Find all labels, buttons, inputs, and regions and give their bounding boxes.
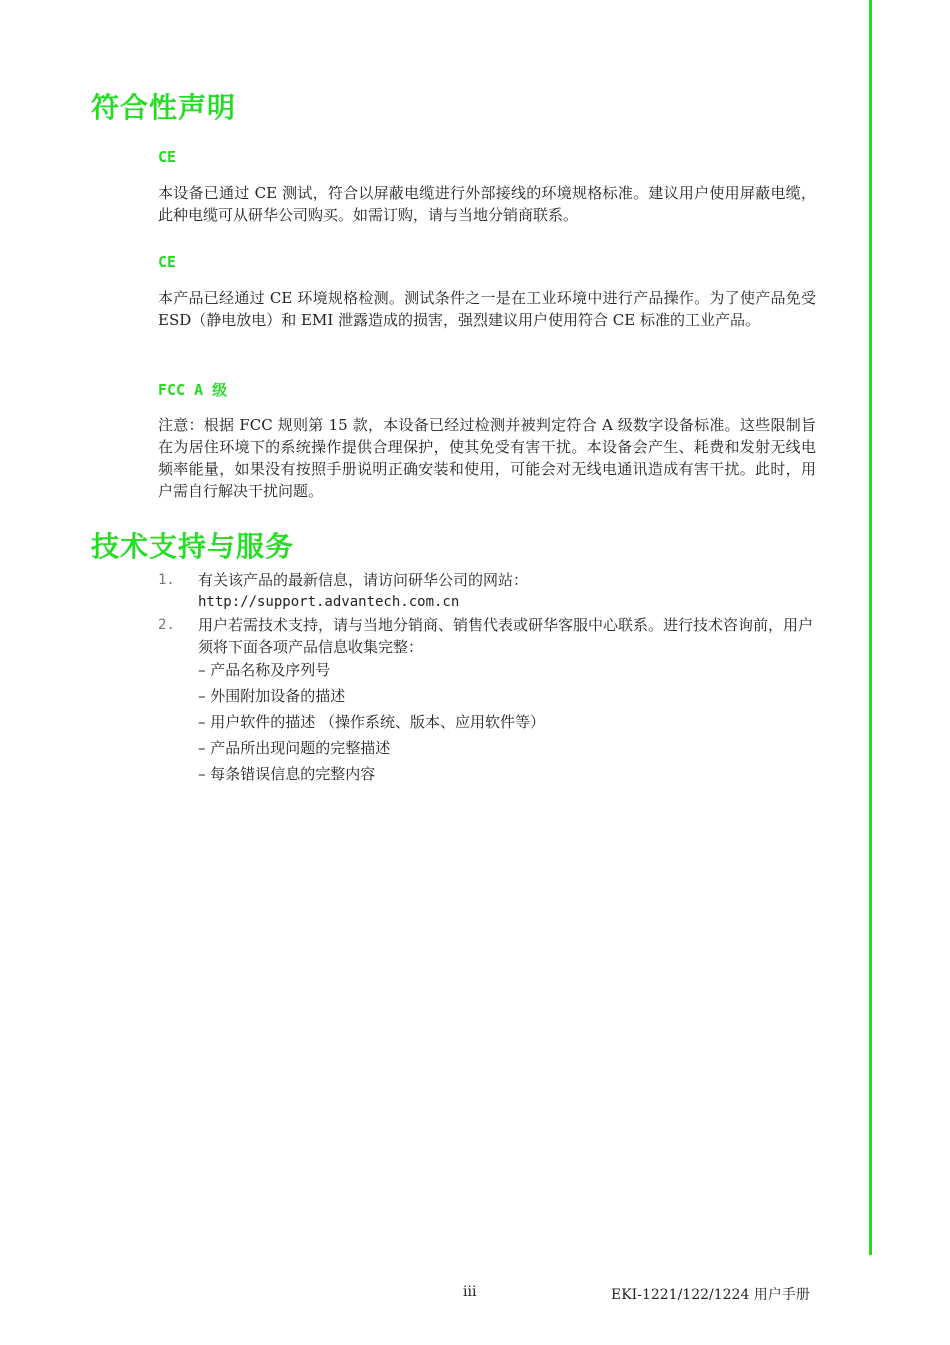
bullet-item: – 每条错误信息的完整内容: [198, 765, 376, 783]
ce-paragraph-1: 本设备已通过 CE 测试，符合以屏蔽电缆进行外部接线的环境规格标准。建议用户使用屏蔽电缆，此种电缆可从研华公司购买。如需订购，请与当地分销商联系。: [158, 184, 816, 224]
bullet-item: – 产品所出现问题的完整描述: [198, 739, 391, 757]
ce-heading-1: CE: [158, 148, 177, 166]
fcc-heading: FCC A 级: [158, 381, 228, 399]
list-item: [158, 569, 816, 613]
bullet-item: – 产品名称及序列号: [198, 661, 331, 679]
bullet-item: – 外围附加设备的描述: [198, 687, 346, 705]
bullet-item: – 用户软件的描述 （操作系统、版本、应用软件等）: [198, 713, 546, 731]
list-item-text: 用户若需技术支持，请与当地分销商、销售代表或研华客服中心联系。进行技术咨询前，用户须将下面各项产品信息收集完整：: [198, 616, 814, 656]
page-number: iii: [463, 1284, 477, 1300]
manual-title: EKI-1221/122/1224 用户手册: [611, 1287, 810, 1303]
support-url-link[interactable]: http://support.advantech.com.cn: [198, 594, 460, 610]
compliance-title: 符合性声明: [91, 91, 237, 124]
page-edge-rule: [869, 0, 872, 1255]
list-number: 2.: [158, 617, 175, 633]
ce-paragraph-2: 本产品已经通过 CE 环境规格检测。测试条件之一是在工业环境中进行产品操作。为了使产品免受 ESD（静电放电）和 EMI 泄露造成的损害，强烈建议用户使用符合 CE 标准的工业产品。: [158, 289, 816, 329]
ce-heading-2: CE: [158, 253, 177, 271]
list-item-text: 有关该产品的最新信息，请访问研华公司的网站：: [198, 571, 529, 589]
fcc-paragraph: 注意：根据 FCC 规则第 15 款，本设备已经过检测并被判定符合 A 级数字设备标准。这些限制旨在为居住环境下的系统操作提供合理保护，使其免受有害干扰。本设备会产生、耗费和发射无线电频率能量，如果没有按照手册说明正确安装和使用，可能会对无线电通讯造成有害干扰。此时，用户需自行解决干扰问题。: [158, 416, 816, 500]
list-number: 1.: [158, 572, 175, 588]
support-title: 技术支持与服务: [91, 530, 295, 563]
list-item: [158, 614, 816, 658]
